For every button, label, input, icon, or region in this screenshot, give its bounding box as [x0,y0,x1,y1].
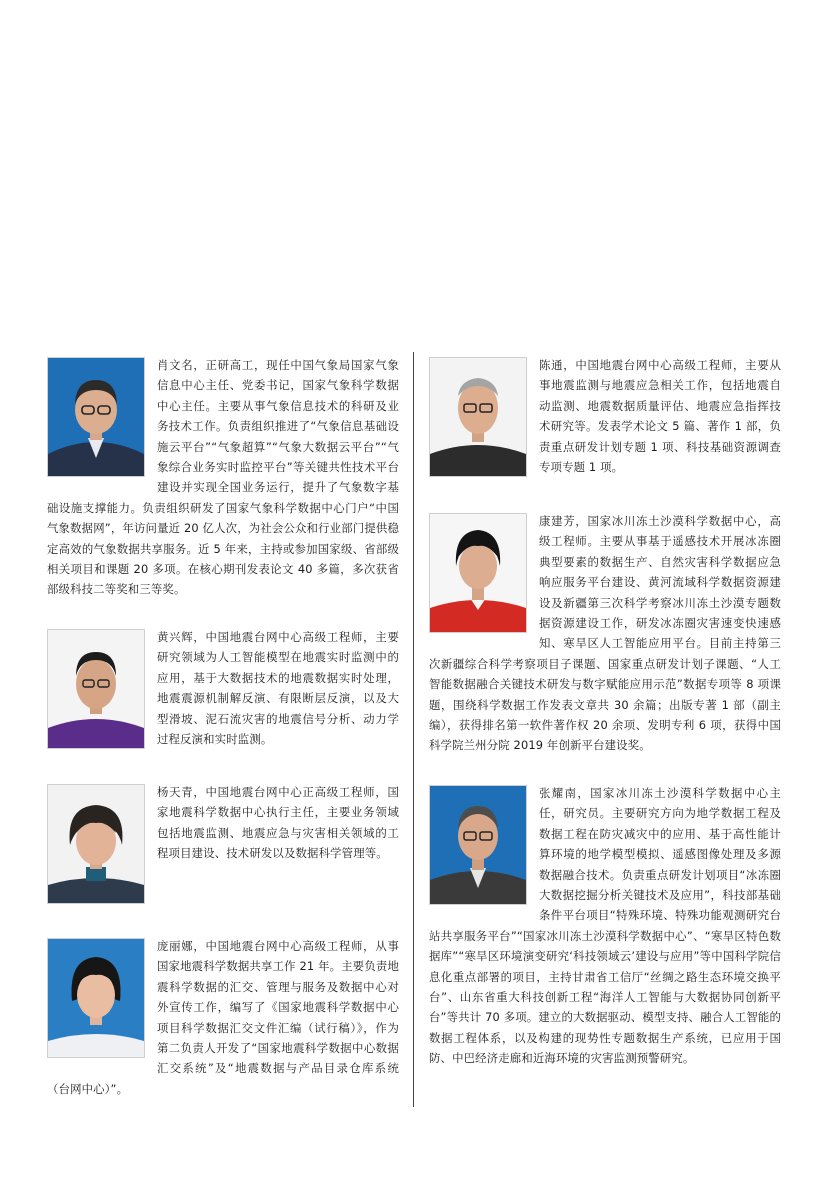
person-portrait-icon [429,357,527,477]
person-portrait-icon [47,784,145,904]
bio-text-zhang: 张耀南，国家冰川冻土沙漠科学数据中心主任，研究员。主要研究方向为地学数据工程及数据工程在防灾减灾中的应用、基于高性能计算环境的地学模型模拟、遥感图像处理及多源数据融合技术。负责重点研发计划项目“冰冻圈大数据挖掘分析关键技术及应用”，科技部基础条件平台项目“特殊环境、特殊功能观测研究台站共享服务平台”“国家冰川冻土沙漠科学数据中心”、“寒旱区特色数据库”“寒旱区环境演变研究‘科技领域云’建设与应用”等中国科学院信息化重点部署的项目，主持甘肃省工信厅“丝绸之路生态环境交换平台”、山东省重大科技创新工程“海洋人工智能与大数据协同创新平台”等共计 70 多项。建立的大数据驱动、模型支持、融合人工智能的数据工程体系，以及构建的现势性专题数据生产系统，已应用于国防、中巴经济走廊和近海环境的灾害监测预警研究。 [429,786,781,1066]
column-divider [413,352,414,1107]
bio-text-huang: 黄兴辉，中国地震台网中心高级工程师，主要研究领域为人工智能模型在地震实时监测中的应用，基于大数据技术的地震数据实时处理，地震震源机制解反演、有限断层反演，以及大型滑坡、泥石流灾害的地震信号分析、动力学过程反演和实时监测。 [157,630,399,747]
bio-entry-kang [429,511,781,756]
bio-entry-yang [47,782,399,910]
bio-entry-huang [47,627,399,755]
bio-text-yang: 杨天青，中国地震台网中心正高级工程师，国家地震科学数据中心执行主任，主要业务领域包括地震监测、地震应急与灾害相关领域的工程项目建设、技术研发以及数据科学管理等。 [157,785,399,861]
bio-text-pang: 庞丽娜，中国地震台网中心高级工程师，从事国家地震科学数据共享工作 21 年。主要负责地震科学数据的汇交、管理与服务及数据中心对外宣传工作，编写了《国家地震科学数据中心项目科学数据汇交文件汇编（试行稿）》，作为第二负责人开发了“国家地震科学数据中心数据汇交系统”及“地震数据与产品目录仓库系统（台网中心）”。 [47,939,399,1096]
bio-entry-zhang [429,783,781,1069]
bio-text-kang: 康建芳，国家冰川冻土沙漠科学数据中心，高级工程师。主要从事基于遥感技术开展冰冻圈典型要素的数据生产、自然灾害科学数据应急响应服务平台建设、黄河流域科学数据资源建设及新疆第三次科学考察冰川冻土沙漠专题数据资源建设工作，研发冰冻圈灾害速变快速感知、寒旱区人工智能应用平台。目前主持第三次新疆综合科学考察项目子课题、国家重点研发计划子课题、“人工智能数据融合关键技术研发与数字赋能应用示范”数据专项等 8 项课题，围绕科学数据工作发表文章共 30 余篇；出版专著 1 部（副主编），获得排名第一软件著作权 20 余项、发明专利 6 项，获得中国科学院兰州分院 2019 年创新平台建设奖。 [429,514,781,753]
bio-entry-xiao [47,355,399,600]
bio-entry-chen [429,355,781,483]
bio-text-chen: 陈通，中国地震台网中心高级工程师，主要从事地震监测与地震应急相关工作，包括地震自动监测、地震数据质量评估、地震应急指挥技术研究等。发表学术论文 5 篇、著作 1 部，负责重点研发计划专题 1 项、科技基础资源调查专项专题 1 项。 [539,358,781,475]
person-portrait-icon [429,785,527,905]
person-portrait-icon [47,938,145,1058]
person-portrait-icon [47,629,145,749]
person-portrait-icon [47,357,145,477]
bio-text-xiao: 肖文名，正研高工，现任中国气象局国家气象信息中心主任、党委书记，国家气象科学数据中心主任。主要从事气象信息技术的科研及业务技术工作。负责组织推进了“气象信息基础设施云平台”“气象超算”“气象大数据云平台”“气象综合业务实时监控平台”等关键共性技术平台建设并实现全国业务运行，提升了气象数字基础设施支撑能力。负责组织研发了国家气象科学数据中心门户“中国气象数据网”，年访问量近 20 亿人次，为社会公众和行业部门提供稳定高效的气象数据共享服务。近 5 年来，主持或参加国家级、省部级相关项目和课题 20 多项。在核心期刊发表论文 40 多篇，多次获省部级科技二等奖和三等奖。 [47,358,399,597]
person-portrait-icon [429,513,527,633]
bio-entry-pang [47,936,399,1099]
